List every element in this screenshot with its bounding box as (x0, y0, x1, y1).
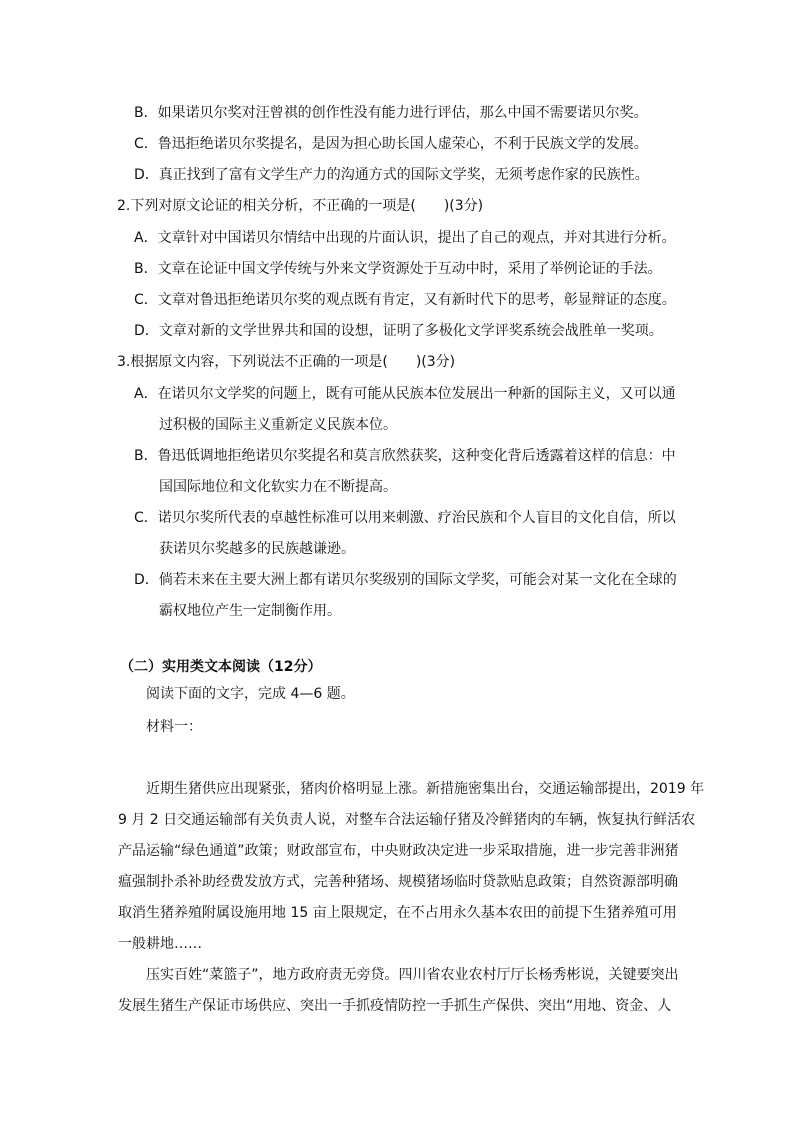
q1-option-d: D．真正找到了富有文学生产力的沟通方式的国际文学奖，无须考虑作家的民族性。 (134, 167, 649, 183)
material-label: 材料一： (146, 719, 202, 735)
paragraph-line: 近期生猪供应出现紧张，猪肉价格明显上涨。新措施密集出台，交通运输部提出，2019 年 (146, 781, 705, 797)
q3-option-d: D．倘若未来在主要大洲上都有诺贝尔奖级别的国际文学奖，可能会对某一文化在全球的 (134, 572, 677, 588)
q3-option-c-cont: 获诺贝尔奖越多的民族越谦逊。 (159, 541, 355, 557)
q3-option-a: A．在诺贝尔文学奖的问题上，既有可能从民族本位发展出一种新的国际主义，又可以通 (134, 386, 676, 402)
q1-option-b: B．如果诺贝尔奖对汪曾祺的创作性没有能力进行评估，那么中国不需要诺贝尔奖。 (134, 105, 648, 121)
paragraph-line: 瘟强制扑杀补助经费发放方式，完善种猪场、规模猪场临时贷款贴息政策；自然资源部明确 (118, 874, 678, 890)
paragraph-line: 取消生猪养殖附属设施用地 15 亩上限规定，在不占用永久基本农田的前提下生猪养殖可用 (118, 905, 677, 921)
q3-option-c: C．诺贝尔奖所代表的卓越性标准可以用来刺激、疗治民族和个人盲目的文化自信，所以 (134, 510, 676, 526)
q2-option-c: C．文章对鲁迅拒绝诺贝尔奖的观点既有肯定，又有新时代下的思考，彰显辩证的态度。 (134, 292, 676, 308)
q3-stem: 3.根据原文内容，下列说法不正确的一项是( )(3分) (117, 354, 456, 370)
q1-option-c: C．鲁迅拒绝诺贝尔奖提名，是因为担心助长国人虚荣心，不利于民族文学的发展。 (134, 136, 648, 152)
q2-option-b: B．文章在论证中国文学传统与外来文学资源处于互动中时，采用了举例论证的手法。 (134, 261, 662, 277)
q3-option-b: B．鲁迅低调地拒绝诺贝尔奖提名和莫言欣然获奖，这种变化背后透露着这样的信息：中 (134, 448, 676, 464)
q2-stem: 2.下列对原文论证的相关分析，不正确的一项是( )(3分) (117, 198, 484, 214)
q3-option-b-cont: 国国际地位和文化软实力在不断提高。 (159, 479, 397, 495)
q2-option-a: A．文章针对中国诺贝尔情结中出现的片面认识，提出了自己的观点，并对其进行分析。 (134, 230, 676, 246)
paragraph-line: 压实百姓“菜篮子”，地方政府责无旁贷。四川省农业农村厅厅长杨秀彬说，关键要突出 (146, 967, 679, 983)
q3-option-a-cont: 过积极的国际主义重新定义民族本位。 (159, 417, 397, 433)
q2-option-d: D．文章对新的文学世界共和国的设想，证明了多极化文学评奖系统会战胜单一奖项。 (134, 323, 663, 339)
paragraph-line: 发展生猪生产保证市场供应、突出一手抓疫情防控一手抓生产保供、突出“用地、资金、人 (118, 998, 672, 1014)
paragraph-line: 9 月 2 日交通运输部有关负责人说，对整车合法运输仔猪及冷鲜猪肉的车辆，恢复执行鲜活农 (118, 812, 696, 828)
q3-option-d-cont: 霸权地位产生一定制衡作用。 (159, 603, 341, 619)
paragraph-line: 一般耕地…… (118, 936, 202, 952)
paragraph-line: 产品运输“绿色通道”政策；财政部宣布，中央财政决定进一步采取措施，进一步完善非洲猪 (118, 843, 679, 859)
section-heading: （二）实用类文本阅读（12分） (120, 659, 322, 675)
section-instruction: 阅读下面的文字，完成 4—6 题。 (146, 686, 355, 702)
